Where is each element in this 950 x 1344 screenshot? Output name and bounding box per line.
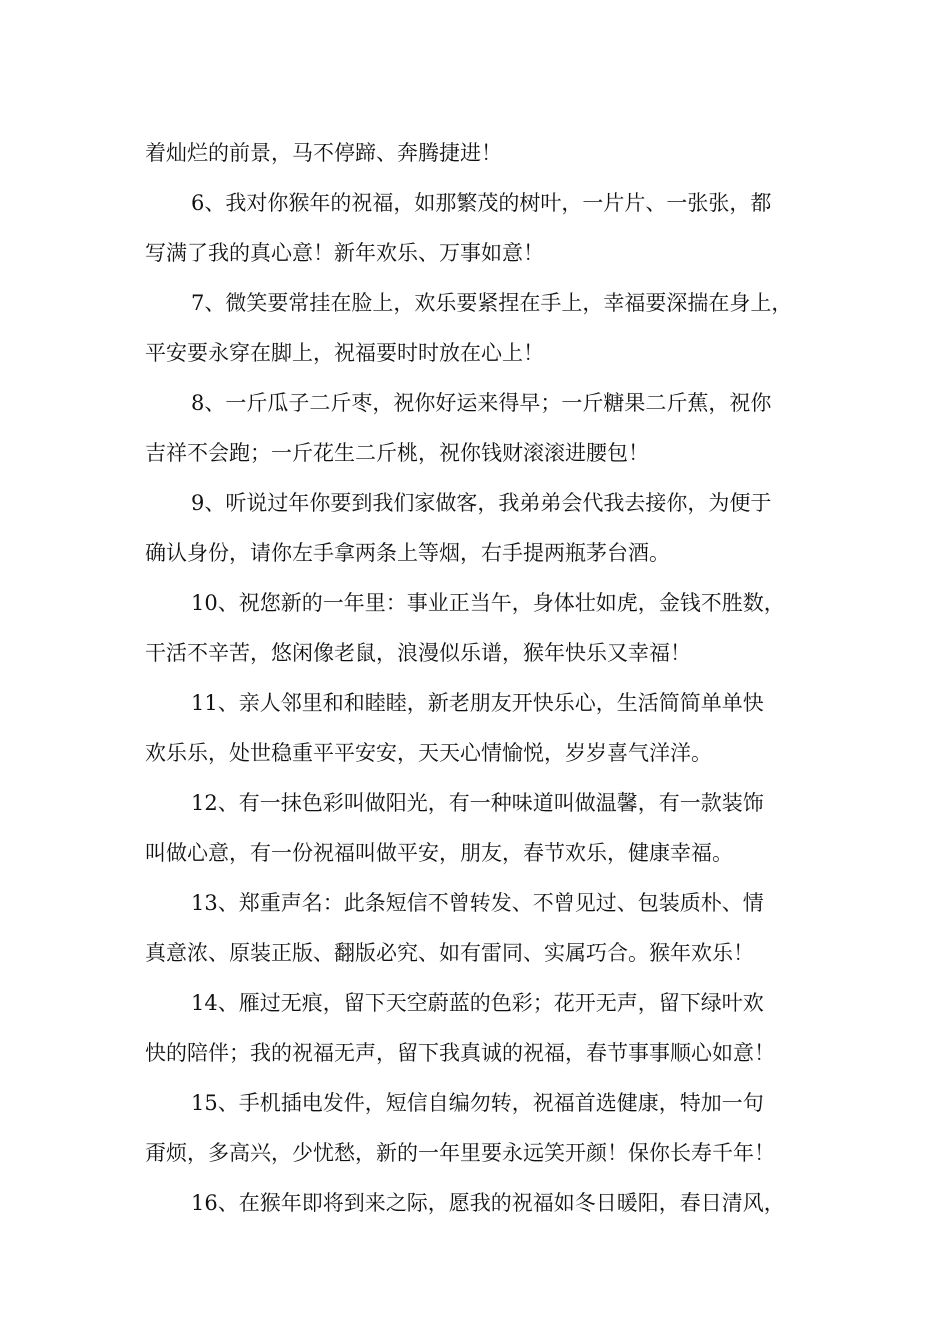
text-line: 真意浓、原装正版、翻版必究、如有雷同、实属巧合。猴年欢乐！ <box>145 941 754 965</box>
text-line: 写满了我的真心意！新年欢乐、万事如意！ <box>145 241 544 265</box>
text-line: 14、雁过无痕，留下天空蔚蓝的色彩；花开无声，留下绿叶欢 <box>191 991 764 1015</box>
text-line: 叫做心意，有一份祝福叫做平安，朋友，春节欢乐，健康幸福。 <box>145 841 733 865</box>
text-line: 13、郑重声名：此条短信不曾转发、不曾见过、包装质朴、情 <box>191 891 764 915</box>
document-body <box>145 128 825 1228</box>
text-line: 16、在猴年即将到来之际，愿我的祝福如冬日暖阳，春日清风， <box>191 1191 785 1215</box>
text-line: 11、亲人邻里和和睦睦，新老朋友开快乐心，生活简简单单快 <box>191 691 764 715</box>
text-line: 9、听说过年你要到我们家做客，我弟弟会代我去接你，为便于 <box>191 491 772 515</box>
text-line: 着灿烂的前景，马不停蹄、奔腾捷进！ <box>145 141 502 165</box>
text-line: 干活不辛苦，悠闲像老鼠，浪漫似乐谱，猴年快乐又幸福！ <box>145 641 691 665</box>
text-line: 快的陪伴；我的祝福无声，留下我真诚的祝福，春节事事顺心如意！ <box>145 1041 775 1065</box>
text-line: 甭烦，多高兴，少忧愁，新的一年里要永远笑开颜！保你长寿千年！ <box>145 1141 775 1165</box>
text-line: 欢乐乐，处世稳重平平安安，天天心情愉悦，岁岁喜气洋洋。 <box>145 741 712 765</box>
text-line: 12、有一抹色彩叫做阳光，有一种味道叫做温馨，有一款装饰 <box>191 791 764 815</box>
text-line: 平安要永穿在脚上，祝福要时时放在心上！ <box>145 341 544 365</box>
text-line: 15、手机插电发件，短信自编勿转，祝福首选健康，特加一句 <box>191 1091 764 1115</box>
text-line: 吉祥不会跑；一斤花生二斤桃，祝你钱财滚滚进腰包！ <box>145 441 649 465</box>
text-line: 确认身份，请你左手拿两条上等烟，右手提两瓶茅台酒。 <box>145 541 670 565</box>
text-line: 7、微笑要常挂在脸上，欢乐要紧捏在手上，幸福要深揣在身上， <box>191 291 793 315</box>
text-line: 10、祝您新的一年里：事业正当午，身体壮如虎，金钱不胜数， <box>191 591 785 615</box>
text-line: 6、我对你猴年的祝福，如那繁茂的树叶，一片片、一张张，都 <box>191 191 772 215</box>
text-line: 8、一斤瓜子二斤枣，祝你好运来得早；一斤糖果二斤蕉，祝你 <box>191 391 772 415</box>
